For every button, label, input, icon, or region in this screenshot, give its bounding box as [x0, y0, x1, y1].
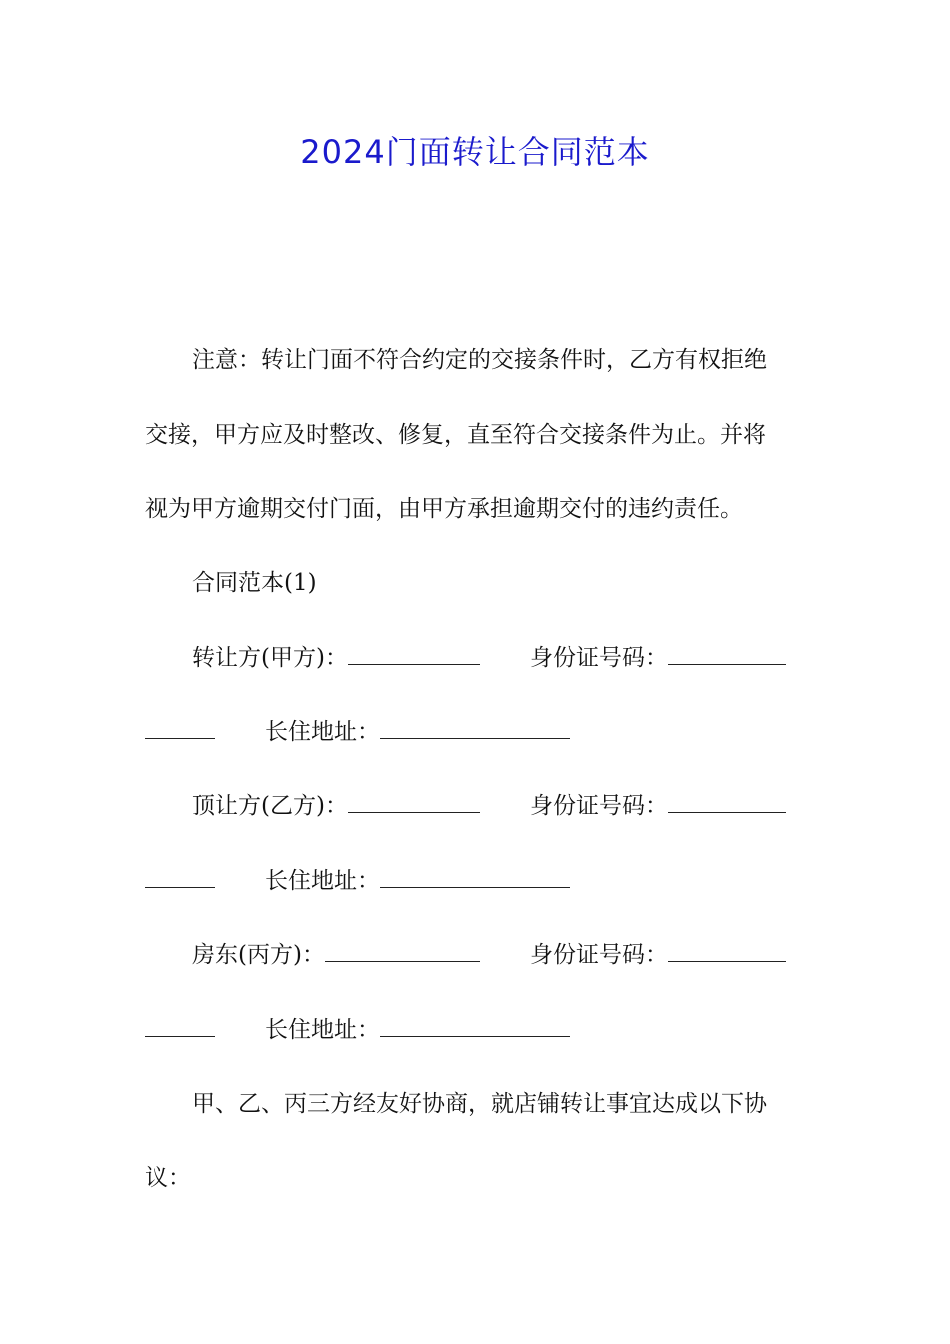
party-a-address-row — [145, 712, 810, 752]
party-b-address-blank[interactable] — [380, 861, 570, 888]
party-a-row — [145, 638, 857, 678]
party-c-address-label: 长住地址： — [265, 1017, 380, 1043]
party-a-name-blank[interactable] — [348, 638, 480, 665]
party-c-address-row — [145, 1010, 810, 1050]
party-a-role-label: 转让方(甲方)： — [192, 645, 348, 671]
party-c-address-blank[interactable] — [380, 1010, 570, 1037]
party-c-id-blank-cont[interactable] — [145, 1010, 215, 1037]
party-b-row — [145, 786, 857, 826]
notice-line-3: 视为甲方逾期交付门面，由甲方承担逾期交付的违约责任。 — [145, 496, 743, 522]
party-a-id-blank-cont[interactable] — [145, 712, 215, 739]
party-c-id-blank[interactable] — [668, 935, 786, 962]
document-title: 2024门面转让合同范本 — [300, 133, 650, 171]
party-b-name-blank[interactable] — [348, 786, 480, 813]
party-b-address-row — [145, 861, 810, 901]
party-b-id-blank[interactable] — [668, 786, 786, 813]
notice-line-2: 交接，甲方应及时整改、修复，直至符合交接条件为止。并将 — [145, 422, 766, 448]
party-a-id-label: 身份证号码： — [529, 645, 668, 671]
party-b-address-label: 长住地址： — [265, 868, 380, 894]
party-c-name-blank[interactable] — [325, 935, 480, 962]
party-a-address-blank[interactable] — [380, 712, 570, 739]
party-b-role-label: 顶让方(乙方)： — [192, 793, 348, 819]
sample-heading: 合同范本(1) — [192, 570, 317, 596]
agreement-line-2: 议： — [145, 1165, 191, 1191]
party-c-role-label: 房东(丙方)： — [192, 942, 325, 968]
party-a-id-blank[interactable] — [668, 638, 786, 665]
agreement-line-1: 甲、乙、丙三方经友好协商，就店铺转让事宜达成以下协 — [192, 1091, 767, 1117]
party-b-id-label: 身份证号码： — [529, 793, 668, 819]
party-b-id-blank-cont[interactable] — [145, 861, 215, 888]
notice-line-1: 注意：转让门面不符合约定的交接条件时，乙方有权拒绝 — [192, 347, 767, 373]
party-a-address-label: 长住地址： — [265, 719, 380, 745]
party-c-id-label: 身份证号码： — [529, 942, 668, 968]
party-c-row — [145, 935, 857, 975]
